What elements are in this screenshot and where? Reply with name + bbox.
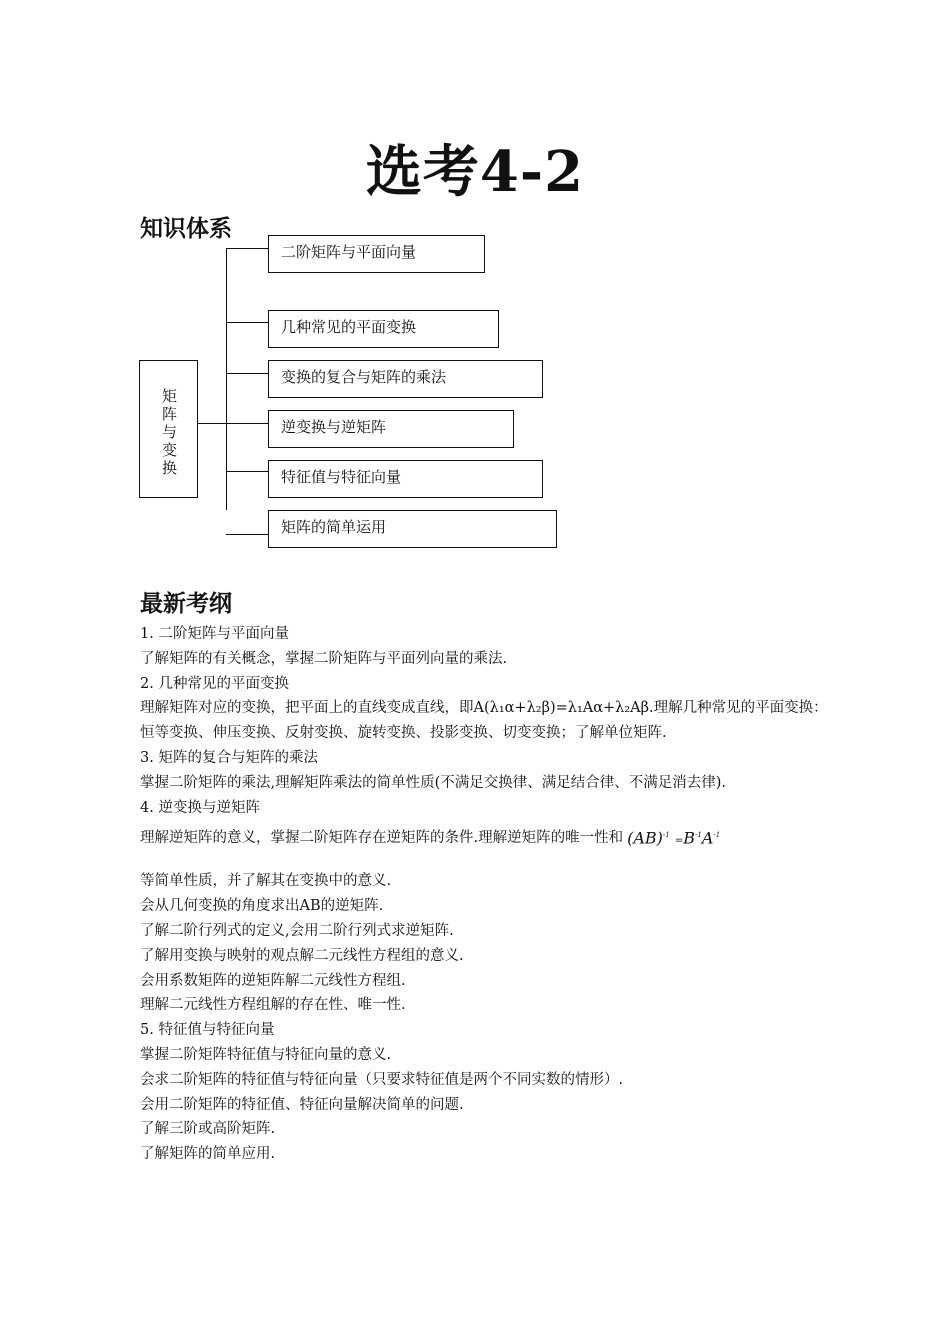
diagram-branch: [226, 534, 269, 535]
paragraph: 等简单性质，并了解其在变换中的意义.: [140, 873, 392, 890]
paragraph: 了解矩阵的有关概念，掌握二阶矩阵与平面列向量的乘法.: [140, 650, 508, 667]
diagram-branch: [226, 423, 269, 424]
formula-b: B: [683, 828, 695, 848]
item-heading: 1. 二阶矩阵与平面向量: [140, 626, 289, 642]
diagram-item: 几种常见的平面变换: [268, 310, 499, 348]
diagram-branch: [226, 248, 269, 249]
inverse-formula: [627, 820, 720, 856]
diagram-item: 矩阵的简单运用: [268, 510, 557, 548]
paragraph: 掌握二阶矩阵的乘法,理解矩阵乘法的简单性质(不满足交换律、满足结合律、不满足消去律).: [140, 774, 727, 791]
paragraph: 了解用变换与映射的观点解二元线性方程组的意义.: [140, 947, 464, 964]
item-heading: 5. 特征值与特征向量: [140, 1022, 275, 1039]
page-title: 选考4-2: [365, 139, 585, 205]
paragraph: 理解矩阵对应的变换，把平面上的直线变成直线，即A(λ₁α+λ₂β)=λ₁Aα+λ₂Aβ.理解几种常见的平面变换：恒等变换、伸压变换、反射变换、旋转变换、投影变换、切变变换；了解单位矩阵.: [140, 700, 828, 742]
paragraph: 了解三阶或高阶矩阵.: [140, 1121, 276, 1138]
formula-lhs: (AB): [627, 828, 663, 848]
paragraph: 会用二阶矩阵的特征值、特征向量解决简单的问题.: [140, 1096, 464, 1113]
diagram-item: 变换的复合与矩阵的乘法: [268, 360, 543, 398]
section-heading-knowledge: 知识体系: [140, 216, 232, 242]
formula-sup: -1: [662, 831, 670, 840]
diagram-root-box: [139, 360, 198, 498]
paragraph: 理解二元线性方程组解的存在性、唯一性.: [140, 997, 406, 1014]
item-heading: 2. 几种常见的平面变换: [140, 675, 289, 692]
formula-a: A: [701, 828, 714, 848]
paragraph-with-formula: [140, 820, 830, 869]
formula-eq: =: [674, 835, 684, 847]
paragraph: 了解二阶行列式的定义,会用二阶行列式求逆矩阵.: [140, 922, 454, 939]
paragraph: 会用系数矩阵的逆矩阵解二元线性方程组.: [140, 972, 406, 989]
item-heading: 4. 逆变换与逆矩阵: [140, 799, 260, 816]
formula-sup: -1: [694, 831, 702, 840]
diagram-item: 逆变换与逆矩阵: [268, 410, 514, 448]
formula-sup: -1: [713, 831, 721, 840]
diagram-branch: [226, 322, 269, 323]
diagram-root-label: 矩阵与变换: [162, 387, 178, 477]
paragraph: 了解矩阵的简单应用.: [140, 1146, 276, 1163]
item-heading: 3. 矩阵的复合与矩阵的乘法: [140, 749, 318, 766]
diagram-connector: [198, 423, 227, 424]
paragraph-text: 理解逆矩阵的意义，掌握二阶矩阵存在逆矩阵的条件.理解逆矩阵的唯一性和: [140, 830, 624, 847]
paragraph: 会从几何变换的角度求出AB的逆矩阵.: [140, 898, 384, 915]
diagram-branch: [226, 373, 269, 374]
syllabus-content: [140, 622, 830, 1167]
paragraph: 会求二阶矩阵的特征值与特征向量（只要求特征值是两个不同实数的情形）.: [140, 1071, 624, 1088]
diagram-item: 二阶矩阵与平面向量: [268, 235, 485, 273]
diagram-branch: [226, 471, 269, 472]
section-heading-syllabus: 最新考纲: [140, 591, 232, 617]
paragraph: 掌握二阶矩阵特征值与特征向量的意义.: [140, 1046, 392, 1063]
diagram-item: 特征值与特征向量: [268, 460, 543, 498]
